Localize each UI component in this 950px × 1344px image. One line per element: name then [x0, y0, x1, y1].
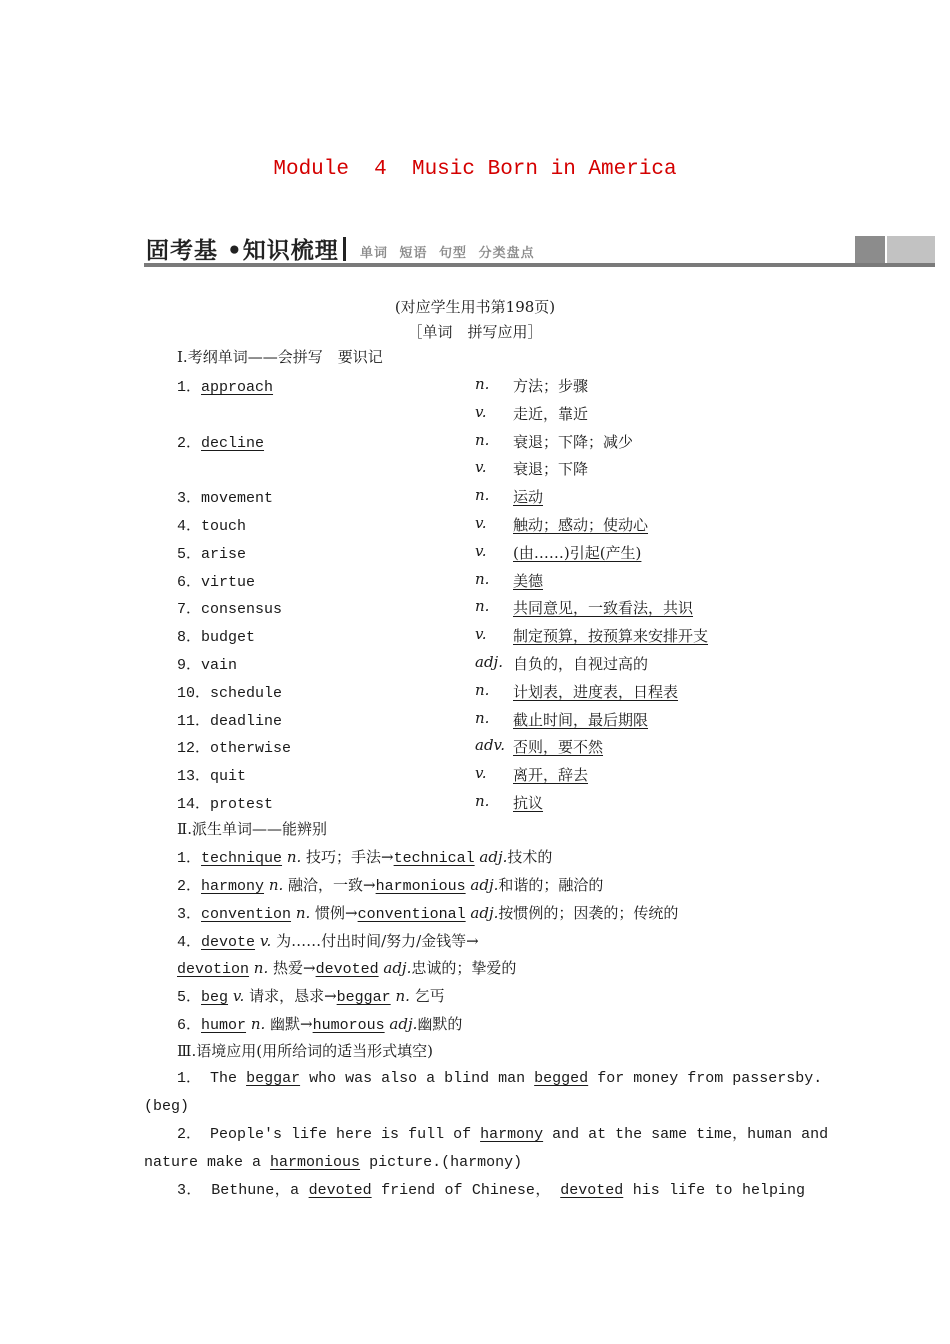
answer-blank: beggar [246, 1070, 301, 1087]
derivation-word: humorous [312, 1017, 385, 1034]
vocab-row [0, 431, 950, 451]
vocab-number: 3． [177, 490, 202, 507]
vocab-number: 1． [177, 379, 202, 396]
section2-heading: Ⅱ.派生单词——能辨别 [177, 820, 327, 838]
derivation-word: humor [201, 1017, 247, 1034]
vocab-term [177, 542, 246, 563]
derivation-row: 1．technique n. 技巧；手法→technical adj.技术的 [177, 848, 553, 867]
vocab-row [0, 403, 950, 423]
derivation-word: technique [201, 850, 283, 867]
page-reference: (对应学生用书第198页) [394, 298, 556, 316]
exercise-sentence-cont: nature make a harmonious picture.(harmony) [144, 1154, 523, 1171]
vocab-meaning: (由……)引起(产生) [513, 544, 642, 562]
vocab-word: touch [201, 518, 247, 535]
vocab-pos: adj. [475, 653, 503, 671]
vocab-meaning: 衰退；下降 [513, 460, 589, 478]
vocab-meaning: 运动 [513, 488, 544, 506]
vocab-term [177, 486, 273, 507]
vocab-word: schedule [210, 685, 283, 702]
vocab-term [177, 792, 273, 813]
vocab-row [0, 709, 950, 729]
vocab-number: 12． [177, 740, 211, 757]
vocab-word: consensus [201, 601, 283, 618]
derivation-row: 4．devote v. 为……付出时间/努力/金钱等→ [177, 932, 479, 951]
vocab-pos: v. [475, 625, 487, 643]
answer-blank: harmony [480, 1126, 544, 1143]
vocab-row [0, 681, 950, 701]
derivation-word: harmony [201, 878, 265, 895]
vocab-row [0, 736, 950, 756]
vocab-word: deadline [210, 713, 283, 730]
derivation-word: conventional [357, 906, 466, 923]
section-subtitle: ［单词 拼写应用］ [407, 323, 543, 341]
vocab-pos: n. [475, 681, 490, 699]
vocab-term [177, 764, 246, 785]
exercise-sentence: 3． Bethune，a devoted friend of Chinese， devoted his life to helping [177, 1182, 805, 1199]
exercise-sentence: 1． The beggar who was also a blind man begged for money from passersby. [177, 1070, 823, 1087]
derivation-word: harmonious [375, 878, 466, 895]
derivation-row: devotion n. 热爱→devoted adj.忠诚的；挚爱的 [177, 959, 517, 978]
banner-separator [343, 237, 346, 261]
vocab-number: 2． [177, 435, 202, 452]
vocab-meaning: 否则，要不然 [513, 738, 604, 756]
vocab-meaning: 计划表，进度表，日程表 [513, 683, 679, 701]
vocab-pos: v. [475, 403, 487, 421]
derivation-word: technical [393, 850, 475, 867]
vocab-meaning: 离开，辞去 [513, 766, 589, 784]
vocab-pos: n. [475, 570, 490, 588]
vocab-word: vain [201, 657, 238, 674]
section3-heading: Ⅲ.语境应用(用所给词的适当形式填空) [177, 1042, 433, 1060]
page-title: Module 4 Music Born in America [273, 158, 677, 181]
vocab-word: protest [210, 796, 274, 813]
vocab-row [0, 375, 950, 395]
answer-blank: harmonious [270, 1154, 361, 1171]
vocab-word: virtue [201, 574, 256, 591]
derivation-word: devoted [315, 961, 379, 978]
vocab-row [0, 625, 950, 645]
answer-blank: devoted [308, 1182, 372, 1199]
vocab-meaning: 自负的，自视过高的 [513, 655, 649, 673]
exercise-sentence: 2． People's life here is full of harmony and at the same time，human and [177, 1126, 829, 1143]
banner-subtitle: 单词 短语 句型 分类盘点 [360, 246, 535, 261]
exercise-tail: (beg) [144, 1098, 190, 1115]
derivation-word: convention [201, 906, 292, 923]
vocab-row [0, 542, 950, 562]
vocab-number: 5． [177, 546, 202, 563]
banner-block-light [887, 236, 935, 263]
vocab-word: movement [201, 490, 274, 507]
derivation-word: devote [201, 934, 256, 951]
vocab-meaning: 抗议 [513, 794, 544, 812]
vocab-pos: n. [475, 486, 490, 504]
vocab-pos: adv. [475, 736, 506, 754]
vocab-number: 4． [177, 518, 202, 535]
derivation-word: beg [201, 989, 229, 1006]
answer-blank: devoted [560, 1182, 624, 1199]
vocab-pos: v. [475, 458, 487, 476]
vocab-word: budget [201, 629, 256, 646]
vocab-meaning: 方法；步骤 [513, 377, 589, 395]
section-banner [144, 232, 935, 268]
banner-block-dark [855, 236, 885, 263]
vocab-number: 14． [177, 796, 211, 813]
vocab-pos: n. [475, 709, 490, 727]
vocab-word: approach [201, 379, 274, 396]
vocab-term [177, 709, 282, 730]
vocab-row [0, 597, 950, 617]
vocab-row [0, 792, 950, 812]
derivation-word: beggar [336, 989, 391, 1006]
section1-heading: Ⅰ.考纲单词——会拼写 要识记 [177, 348, 383, 366]
vocab-number: 6． [177, 574, 202, 591]
vocab-meaning: 走近，靠近 [513, 405, 589, 423]
vocab-term [177, 681, 282, 702]
vocab-row [0, 458, 950, 478]
vocab-term [177, 653, 237, 674]
vocab-number: 8． [177, 629, 202, 646]
vocab-row [0, 570, 950, 590]
derivation-word: devotion [177, 961, 250, 978]
vocab-row [0, 764, 950, 784]
vocab-number: 7． [177, 601, 202, 618]
vocab-number: 10． [177, 685, 211, 702]
banner-title: 固考基 •知识梳理 [146, 238, 339, 264]
vocab-term [177, 514, 246, 535]
derivation-row: 3．convention n. 惯例→conventional adj.按惯例的；因袭的；传统的 [177, 904, 679, 923]
vocab-row [0, 653, 950, 673]
vocab-meaning: 制定预算，按预算来安排开支 [513, 627, 709, 645]
vocab-meaning: 美德 [513, 572, 544, 590]
vocab-number: 13． [177, 768, 211, 785]
vocab-pos: n. [475, 431, 490, 449]
vocab-number: 11． [177, 713, 211, 730]
vocab-pos: v. [475, 514, 487, 532]
vocab-meaning: 共同意见，一致看法，共识 [513, 599, 694, 617]
vocab-word: otherwise [210, 740, 292, 757]
vocab-pos: v. [475, 542, 487, 560]
vocab-word: arise [201, 546, 247, 563]
vocab-meaning: 衰退；下降；减少 [513, 433, 634, 451]
vocab-row [0, 514, 950, 534]
vocab-word: decline [201, 435, 265, 452]
vocab-pos: n. [475, 792, 490, 810]
derivation-row: 5．beg v. 请求，恳求→beggar n. 乞丐 [177, 987, 445, 1006]
vocab-pos: n. [475, 597, 490, 615]
vocab-term [177, 736, 291, 757]
vocab-row [0, 486, 950, 506]
vocab-meaning: 触动；感动；使动心 [513, 516, 649, 534]
derivation-row: 6．humor n. 幽默→humorous adj.幽默的 [177, 1015, 463, 1034]
vocab-term [177, 375, 273, 396]
vocab-number: 9． [177, 657, 202, 674]
vocab-pos: n. [475, 375, 490, 393]
derivation-row: 2．harmony n. 融洽，一致→harmonious adj.和谐的；融洽的 [177, 876, 604, 895]
vocab-term [177, 431, 264, 452]
answer-blank: begged [534, 1070, 589, 1087]
vocab-pos: v. [475, 764, 487, 782]
vocab-meaning: 截止时间，最后期限 [513, 711, 649, 729]
vocab-term [177, 570, 255, 591]
vocab-term [177, 597, 282, 618]
vocab-term [177, 625, 255, 646]
vocab-word: quit [210, 768, 247, 785]
